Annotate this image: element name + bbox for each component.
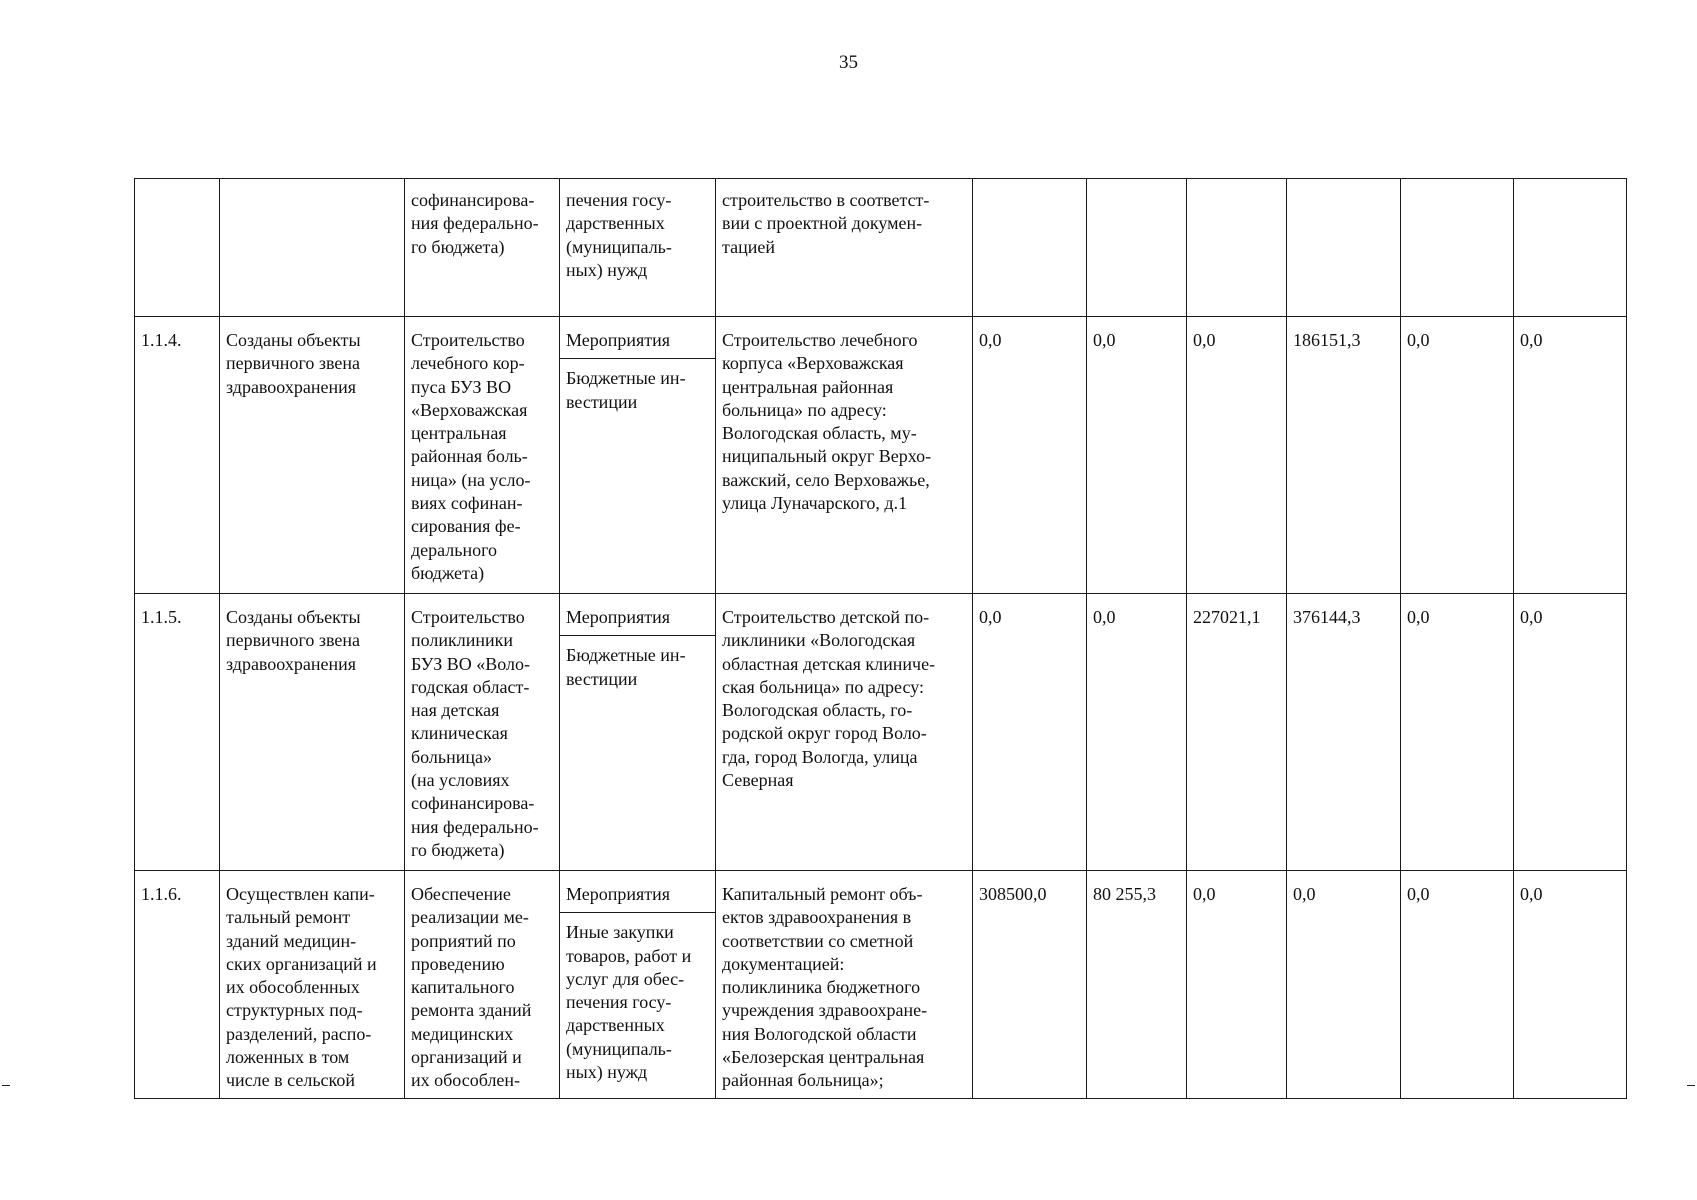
cell-value-6: 0,0 — [1514, 317, 1627, 594]
cell-value-5 — [1401, 179, 1514, 317]
cell-num: 1.1.6. — [135, 871, 220, 1099]
table-row — [135, 594, 1627, 871]
cell-value-3 — [1187, 179, 1287, 317]
cell-value-6 — [1514, 179, 1627, 317]
cell-result — [220, 179, 405, 317]
cell-value-3: 0,0 — [1187, 871, 1287, 1099]
cell-type-category: Мероприятия — [560, 317, 715, 359]
cell-value-1: 0,0 — [973, 317, 1087, 594]
cell-type — [560, 871, 716, 1099]
cell-num: 1.1.4. — [135, 317, 220, 594]
cell-event: Строительство лечебного кор- пуса БУЗ ВО «Верховажская центральная районная боль- ница» (на усло- виях софинан- сирования фе- дерального бюджета) — [405, 317, 560, 594]
cell-result: Созданы объекты первичного звена здравоохранения — [220, 594, 405, 871]
cell-value-5: 0,0 — [1401, 871, 1514, 1099]
cell-description: Капитальный ремонт объ- ектов здравоохранения в соответствии со сметной документацией: поликлиника бюджетного учреждения здравоохране- ния Вологодской области «Белозерская центральная районная больница»; — [716, 871, 973, 1099]
cell-value-1 — [973, 179, 1087, 317]
cell-value-5: 0,0 — [1401, 594, 1514, 871]
cell-value-1: 308500,0 — [973, 871, 1087, 1099]
cell-value-4: 376144,3 — [1287, 594, 1401, 871]
cell-value-3: 0,0 — [1187, 317, 1287, 594]
cell-value-6: 0,0 — [1514, 594, 1627, 871]
cell-type-category: Мероприятия — [560, 594, 715, 636]
program-table — [134, 178, 1627, 1099]
cell-value-4: 0,0 — [1287, 871, 1401, 1099]
table-row — [135, 317, 1627, 594]
cell-value-6: 0,0 — [1514, 871, 1627, 1099]
cell-value-1: 0,0 — [973, 594, 1087, 871]
cell-type — [560, 317, 716, 594]
cell-type-category: Мероприятия — [560, 871, 715, 913]
scan-edge-mark-left — [2, 1085, 10, 1086]
cell-type-expense: Иные закупки товаров, работ и услуг для обес- печения госу- дарственных (муниципаль- ных) нужд — [566, 922, 692, 1083]
cell-event: Строительство поликлиники БУЗ ВО «Воло- годская област- ная детская клиническая больница» (на условиях софинансирова- ния федерально- го бюджета) — [405, 594, 560, 871]
cell-value-2: 0,0 — [1087, 594, 1187, 871]
cell-value-2 — [1087, 179, 1187, 317]
cell-value-4: 186151,3 — [1287, 317, 1401, 594]
cell-result: Созданы объекты первичного звена здравоохранения — [220, 317, 405, 594]
page-number: 35 — [839, 52, 858, 73]
cell-type-expense: Бюджетные ин- вестиции — [566, 645, 686, 689]
cell-num — [135, 179, 220, 317]
cell-value-2: 80 255,3 — [1087, 871, 1187, 1099]
cell-result: Осуществлен капи- тальный ремонт зданий медицин- ских организаций и их обособленных структурных под- разделений, распо- ложенных в том числе в сельской — [220, 871, 405, 1099]
table-row — [135, 871, 1627, 1099]
cell-event: Обеспечение реализации ме- роприятий по проведению капитального ремонта зданий медицинских организаций и их обособлен- — [405, 871, 560, 1099]
scan-edge-mark-right — [1687, 1085, 1695, 1086]
cell-description: Строительство детской по- ликлиники «Вологодская областная детская клиниче- ская больница» по адресу: Вологодская область, го- родской округ город Воло- гда, город Вологда, улица Северная — [716, 594, 973, 871]
cell-description: Строительство лечебного корпуса «Верховажская центральная районная больница» по адресу: Вологодская область, му- ниципальный округ Верхо- важский, село Верховажье, улица Луначарского, д.1 — [716, 317, 973, 594]
cell-value-3: 227021,1 — [1187, 594, 1287, 871]
cell-value-4 — [1287, 179, 1401, 317]
cell-type: печения госу- дарственных (муниципаль- ных) нужд — [560, 179, 716, 317]
cell-value-5: 0,0 — [1401, 317, 1514, 594]
cell-description: строительство в соответст- вии с проектной докумен- тацией — [716, 179, 973, 317]
table-row-continuation — [135, 179, 1627, 317]
cell-event: софинансирова- ния федерально- го бюджета) — [405, 179, 560, 317]
cell-num: 1.1.5. — [135, 594, 220, 871]
cell-value-2: 0,0 — [1087, 317, 1187, 594]
cell-type-expense: Бюджетные ин- вестиции — [566, 368, 686, 412]
cell-type — [560, 594, 716, 871]
